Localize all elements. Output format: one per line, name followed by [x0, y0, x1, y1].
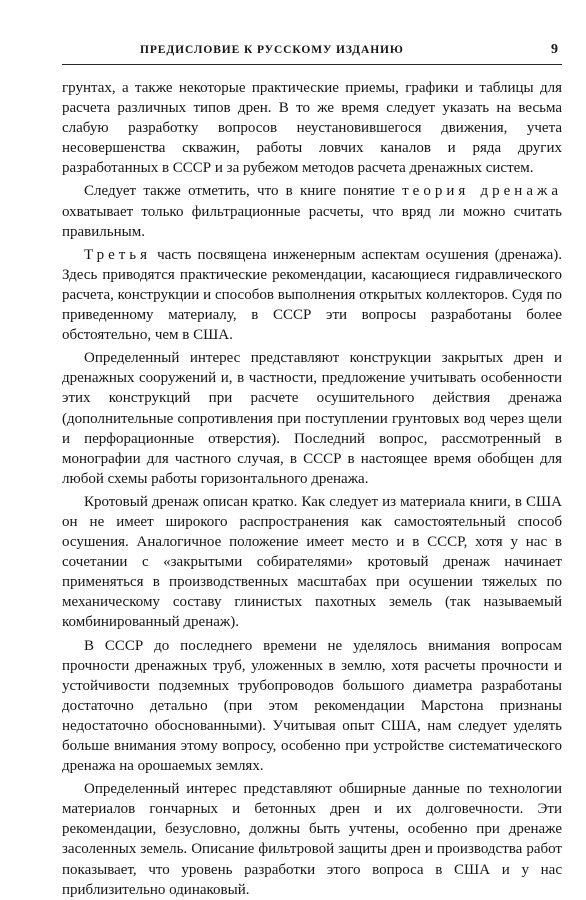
paragraph: Определенный интерес представляют конструкции закрытых дрен и дренажных сооружений и, в частности, предложение учитывать особенности этих конструкций при расчете осушительного действия дренажа (дополнительные сопротивления при поступлении грунтовых вод через щели и перфорационные отверстия). Последний вопрос, рассмотренный в монографии для частного случая, в СССР в настоящее время обобщен для любой схемы работы горизонтального дренажа.: [62, 350, 562, 487]
paragraph: Кротовый дренаж описан кратко. Как следует из материала книги, в США он не имеет широкого распространения как самостоятельный способ осушения. Аналогичное положение имеет место и в СССР, хотя у нас в сочетании с «закрытыми собирателями» кротовый дренаж начинает применяться в производственных масштабах при осушении тяжелых по механическому составу глинистых пахотных земель (так называемый комбинированный дренаж).: [62, 493, 562, 631]
emphasis-text: теория дренажа: [402, 183, 562, 200]
running-title: ПРЕДИСЛОВИЕ К РУССКОМУ ИЗДАНИЮ: [140, 44, 404, 56]
running-header: [62, 44, 562, 65]
paragraph: Определенный интерес представляют обширные данные по технологии материалов гончарных и бетонных дрен и их долговечности. Эти рекомендации, безусловно, должны быть учтены, особенно при дренаже засоленных земель. Описание фильтровой защиты дрен и производства работ показывает, что уровень разработки этого вопроса в США и у нас приблизительно одинаковый.: [62, 781, 562, 898]
page-body: [62, 78, 562, 900]
paragraph: Третья часть посвящена инженерным аспектам осушения (дренажа). Здесь приводятся практические рекомендации, касающиеся гидравлического расчета, конструкции и способов выполнения открытых коллекторов. Судя по приведенному материалу, в СССР эти вопросы разработаны более обстоятельно, чем в США.: [62, 246, 562, 344]
paragraph: Следует также отметить, что в книге понятие теория дренажа охватывает только фильтрационные расчеты, что вряд ли можно считать правильным.: [62, 183, 562, 240]
emphasis-text: Третья: [84, 246, 152, 263]
page-number: 9: [551, 42, 558, 57]
paragraph: грунтах, а также некоторые практические приемы, графики и таблицы для расчета различных типов дрен. В то же время следует указать на весьма слабую разработку вопросов неустановившегося движения, учета несовершенства скважин, работы ловчих каналов и ряда других разработанных в СССР и за рубежом методов расчета дренажных систем.: [62, 80, 562, 177]
paragraph: В СССР до последнего времени не уделялось внимания вопросам прочности дренажных труб, уложенных в землю, хотя расчеты прочности и устойчивости подземных трубопроводов большого диаметра разработаны достаточно детально (при этом рекомендации Марстона признаны недостаточно обоснованными). Учитывая опыт США, нам следует уделять больше внимания этому вопросу, особенно при устройстве систематического дренажа на орошаемых землях.: [62, 637, 562, 775]
